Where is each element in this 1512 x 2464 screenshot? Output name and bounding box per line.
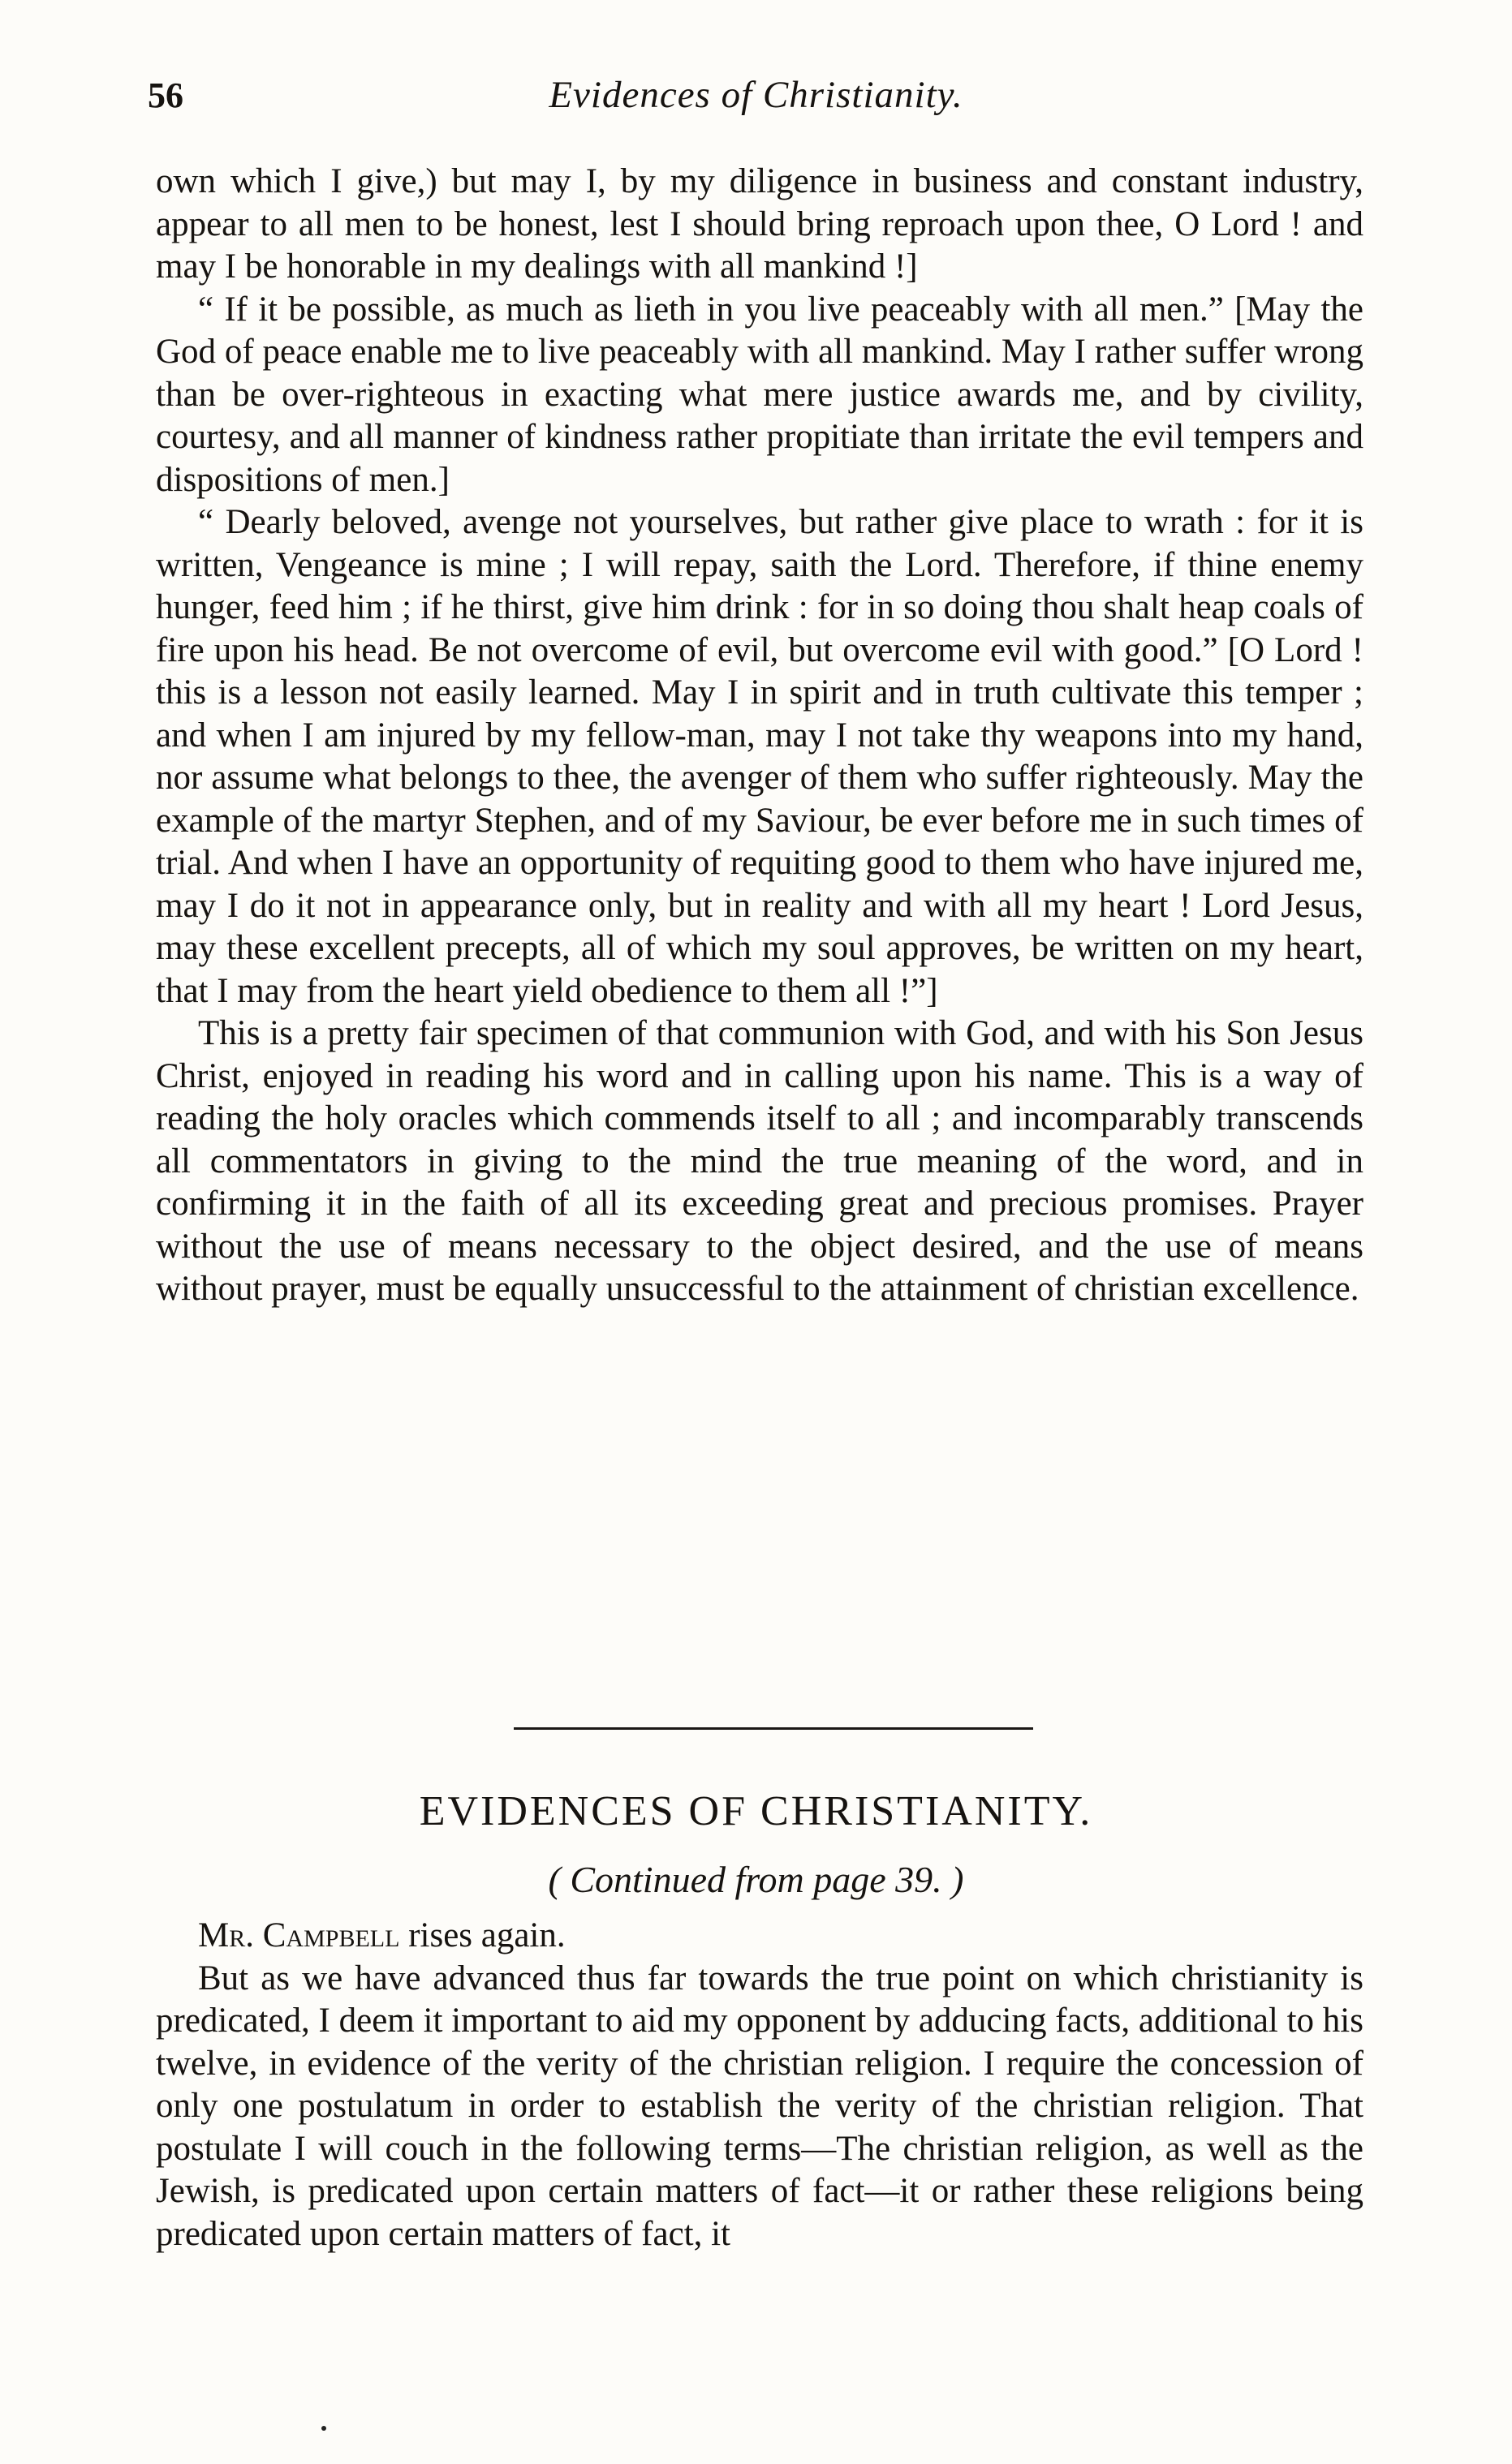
speaker-name: Mr. Campbell: [198, 1916, 400, 1954]
text-column-bottom: [156, 1915, 1363, 2255]
paragraph: own which I give,) but may I, by my diligence in business and constant industry, appear to all men to be honest, lest I should bring reproach upon thee, O Lord ! and may I be honorable in my dealings with all mankind !]: [156, 162, 1363, 286]
continued-note: ( Continued from page 39. ): [548, 1859, 964, 1900]
section-divider: [514, 1727, 1033, 1730]
running-head: Evidences of Christianity.: [549, 74, 963, 116]
section-heading: EVIDENCES OF CHRISTIANITY.: [419, 1788, 1093, 1834]
page-number: 56: [148, 75, 183, 115]
paragraph: “ If it be possible, as much as lieth in you live peaceably with all men.” [May the God of peace enable me to live peaceably with all mankind. May I rather suffer wrong than be over-righteous in exacting what mere justice awards me, and by civility, courtesy, and all manner of kindness rather propitiate than irritate the evil tempers and dispositions of men.]: [156, 290, 1363, 499]
speaker-line: [156, 1915, 1363, 1958]
speaker-line-rest: rises again.: [399, 1916, 566, 1954]
text-column-top: [156, 161, 1363, 1311]
paragraph: “ Dearly beloved, avenge not yourselves, but rather give place to wrath : for it is written, Vengeance is mine ; I will repay, saith the Lord. Therefore, if thine enemy hunger, feed him ; if he thirst, give him drink : for in so doing thou shalt heap coals of fire upon his head. Be not overcome of evil, but overcome evil with good.” [O Lord ! this is a lesson not easily learned. May I in spirit and in truth cultivate this temper ; and when I am injured by my fellow-man, may I not take thy weapons into my hand, nor assume what belongs to thee, the avenger of them who suffer righteously. May the example of the martyr Stephen, and of my Saviour, be ever before me in such times of trial. And when I have an opportunity of requiting good to them who have injured me, may I do it not in appearance only, but in reality and with all my heart ! Lord Jesus, may these excellent precepts, all of which my soul approves, be written on my heart, that I may from the heart yield obedience to them all !”]: [156, 503, 1363, 1010]
paragraph: This is a pretty fair specimen of that communion with God, and with his Son Jesus Christ, enjoyed in reading his word and in calling upon his name. This is a way of reading the holy oracles which commends itself to all ; and incomparably transcends all commentators in giving to the mind the true meaning of the word, and in confirming it in the faith of all its exceeding great and precious promises. Prayer without the use of means necessary to the object desired, and the use of means without prayer, must be equally unsuccessful to the attainment of christian excellence.: [156, 1014, 1363, 1308]
paragraph: But as we have advanced thus far towards the true point on which christianity is predicated, I deem it important to aid my opponent by adducing facts, additional to his twelve, in evidence of the verity of the christian religion. I require the concession of only one postulatum in order to establish the verity of the christian religion. That postulate I will couch in the following terms—The christian religion, as well as the Jewish, is predicated upon certain matters of fact—it or rather these religions being predicated upon certain matters of fact, it: [156, 1959, 1363, 2253]
ink-speck: [321, 2426, 326, 2431]
